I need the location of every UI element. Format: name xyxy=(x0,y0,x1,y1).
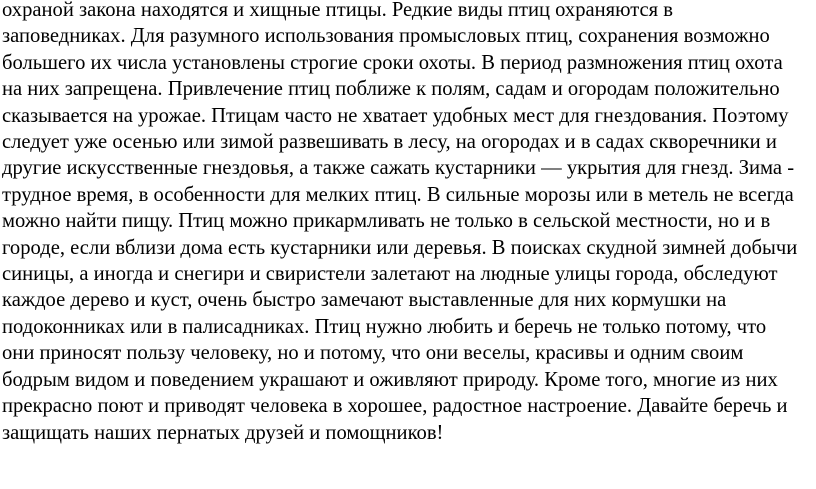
text-line: городе, если вблизи дома есть кустарники или деревья. В поисках скудной зимней добычи xyxy=(2,236,798,259)
text-line: сказывается на урожае. Птицам часто не хватает удобных мест для гнездования. Поэтому xyxy=(2,104,789,127)
text-line: защищать наших пернатых друзей и помощников! xyxy=(2,421,444,444)
text-line: бодрым видом и поведением украшают и оживляют природу. Кроме того, многие из них xyxy=(2,368,778,391)
text-line: можно найти пищу. Птиц можно прикармливать не только в сельской местности, но и в xyxy=(2,210,771,233)
text-line: другие искусственные гнездовья, а также сажать кустарники — укрытия для гнезд. Зима - xyxy=(2,157,795,180)
text-line: прекрасно поют и приводят человека в хорошее, радостное настроение. Давайте беречь и xyxy=(2,395,788,418)
text-line: заповедниках. Для разумного использования промысловых птиц, сохранения возможно xyxy=(2,25,770,48)
text-line: охраной закона находятся и хищные птицы. Редкие виды птиц охраняются в xyxy=(2,0,673,21)
text-line: они приносят пользу человеку, но и потому, что они веселы, красивы и одним своим xyxy=(2,342,744,365)
paragraph xyxy=(2,0,814,446)
text-line: большего их числа установлены строгие сроки охоты. В период размножения птиц охота xyxy=(2,51,783,74)
text-line: подоконниках или в палисадниках. Птиц нужно любить и беречь не только потому, что xyxy=(2,315,767,338)
text-line: синицы, а иногда и снегири и свиристели залетают на людные улицы города, обследуют xyxy=(2,263,778,286)
text-line: следует уже осенью или зимой развешивать в лесу, на огородах и в садах скворечники и xyxy=(2,131,777,154)
text-line: трудное время, в особенности для мелких птиц. В сильные морозы или в метель не всегда xyxy=(2,183,794,206)
text-line: на них запрещена. Привлечение птиц поближе к полям, садам и огородам положительно xyxy=(2,78,780,101)
text-line: каждое дерево и куст, очень быстро замечают выставленные для них кормушки на xyxy=(2,289,727,312)
